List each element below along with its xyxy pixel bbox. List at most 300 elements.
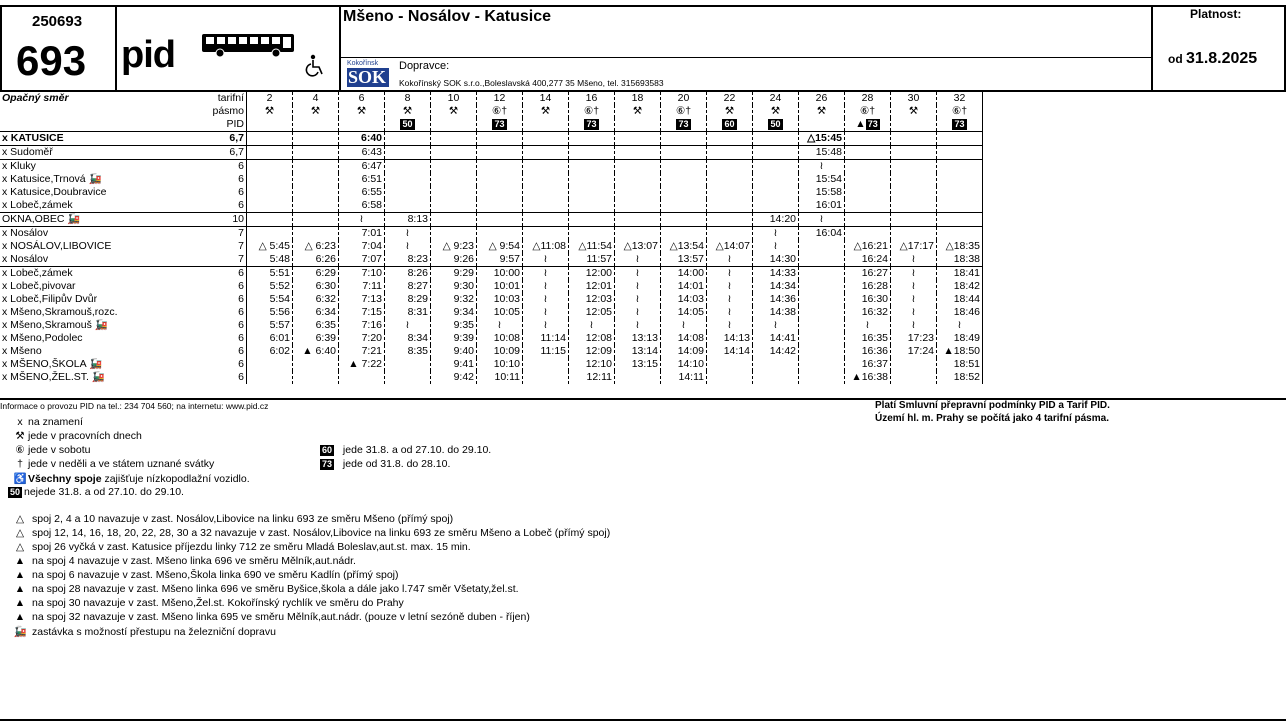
badge: 73 xyxy=(322,459,333,469)
time-cell: 18:52 xyxy=(937,371,983,384)
trip-head: 30 xyxy=(891,92,937,105)
time-cell xyxy=(247,199,293,213)
time-cell xyxy=(615,371,661,384)
time-cell: ≀ xyxy=(385,319,431,332)
time-cell: ≀ xyxy=(523,267,569,281)
table-row xyxy=(0,253,983,267)
time-cell: 5:54 xyxy=(247,293,293,306)
zone-cell: 7 xyxy=(200,240,247,253)
legend-symbol xyxy=(8,486,24,498)
time-cell: 12:11 xyxy=(569,371,615,384)
zone-cell: 6 xyxy=(200,267,247,281)
time-cell xyxy=(937,173,983,186)
time-cell: 16:30 xyxy=(845,293,891,306)
time-cell xyxy=(707,358,753,371)
zone-cell: 6 xyxy=(200,280,247,293)
trip-head: 26 xyxy=(799,92,845,105)
legend-text: zajišťuje nízkopodlažní vozidlo. xyxy=(101,473,250,485)
table-row xyxy=(0,280,983,293)
stop-name: x Sudoměř xyxy=(0,146,200,160)
time-cell xyxy=(845,132,891,146)
time-cell xyxy=(385,160,431,174)
time-cell: 8:27 xyxy=(385,280,431,293)
trip-head xyxy=(661,118,707,132)
zone-head: tarifní xyxy=(200,92,247,105)
time-cell: △ 9:23 xyxy=(431,240,477,253)
time-cell: 14:11 xyxy=(661,371,707,384)
time-cell: ▲ 6:40 xyxy=(293,345,339,358)
time-cell xyxy=(799,319,845,332)
time-cell: 9:42 xyxy=(431,371,477,384)
time-cell: 14:30 xyxy=(753,253,799,267)
time-cell: 8:13 xyxy=(385,213,431,227)
trip-badge: 73 xyxy=(678,119,689,129)
direction-cell xyxy=(0,105,200,118)
time-cell xyxy=(385,199,431,213)
time-cell: 6:02 xyxy=(247,345,293,358)
time-cell: 8:29 xyxy=(385,293,431,306)
time-cell: 16:35 xyxy=(845,332,891,345)
note-item xyxy=(12,555,356,567)
trip-head: 32 xyxy=(937,92,983,105)
time-cell: 12:10 xyxy=(569,358,615,371)
time-cell xyxy=(431,160,477,174)
time-cell: 14:34 xyxy=(753,280,799,293)
note-item xyxy=(12,513,453,525)
time-cell xyxy=(845,227,891,241)
trip-head: 8 xyxy=(385,92,431,105)
trip-head xyxy=(707,118,753,132)
time-cell xyxy=(431,173,477,186)
trip-head: 24 xyxy=(753,92,799,105)
time-cell: 16:28 xyxy=(845,280,891,293)
time-cell xyxy=(661,199,707,213)
header-row xyxy=(0,105,983,118)
legend-symbol: ♿ xyxy=(13,473,27,485)
time-cell: ≀ xyxy=(799,160,845,174)
time-cell xyxy=(707,146,753,160)
time-cell xyxy=(799,240,845,253)
trip-head: ⑥† xyxy=(477,105,523,118)
time-cell xyxy=(385,186,431,199)
time-cell: 6:34 xyxy=(293,306,339,319)
time-cell xyxy=(661,186,707,199)
table-row xyxy=(0,173,983,186)
time-cell xyxy=(799,371,845,384)
trip-head xyxy=(247,118,293,132)
time-cell: 9:39 xyxy=(431,332,477,345)
time-cell: 12:00 xyxy=(569,267,615,281)
triangle-icon: ▲ xyxy=(14,597,26,609)
time-cell: 18:38 xyxy=(937,253,983,267)
trip-badge: 73 xyxy=(867,119,878,129)
time-cell: 13:57 xyxy=(661,253,707,267)
legend-item xyxy=(12,430,142,442)
time-cell: ≀ xyxy=(891,306,937,319)
legend-item xyxy=(320,444,491,456)
trip-head: 18 xyxy=(615,92,661,105)
time-cell: 10:09 xyxy=(477,345,523,358)
divider xyxy=(1151,5,1153,92)
stop-name: x Lobeč,Filipův Dvůr xyxy=(2,293,98,305)
time-cell xyxy=(753,173,799,186)
trip-head: ⚒ xyxy=(891,105,937,118)
table-row xyxy=(0,240,983,253)
time-cell: 14:41 xyxy=(753,332,799,345)
time-cell: △13:54 xyxy=(661,240,707,253)
stop-name: x Mšeno xyxy=(2,345,42,357)
table-row xyxy=(0,358,983,371)
time-cell xyxy=(937,132,983,146)
train-icon: 🚂 xyxy=(13,626,27,638)
time-cell: 14:33 xyxy=(753,267,799,281)
trip-head xyxy=(937,118,983,132)
legend-text: jede 31.8. a od 27.10. do 29.10. xyxy=(340,444,492,456)
time-cell xyxy=(845,186,891,199)
trip-head: ⚒ xyxy=(293,105,339,118)
time-cell xyxy=(799,280,845,293)
time-cell xyxy=(431,227,477,241)
time-cell xyxy=(385,358,431,371)
time-cell xyxy=(523,371,569,384)
trip-badge: 50 xyxy=(402,119,413,129)
time-cell: 5:57 xyxy=(247,319,293,332)
time-cell: 14:20 xyxy=(753,213,799,227)
time-cell xyxy=(661,132,707,146)
time-cell: 6:55 xyxy=(339,186,385,199)
time-cell xyxy=(431,186,477,199)
time-cell: 8:31 xyxy=(385,306,431,319)
trip-head: ⚒ xyxy=(707,105,753,118)
header-row xyxy=(0,118,983,132)
trip-head xyxy=(523,118,569,132)
time-cell xyxy=(247,146,293,160)
time-cell: 9:35 xyxy=(431,319,477,332)
operator-text: Kokořínský SOK s.r.o.,Boleslavská 400,277 35 Mšeno, tel. 315693583 xyxy=(399,78,664,88)
time-cell xyxy=(477,213,523,227)
time-cell: 6:39 xyxy=(293,332,339,345)
time-cell: 5:52 xyxy=(247,280,293,293)
time-cell xyxy=(799,358,845,371)
time-cell: 6:51 xyxy=(339,173,385,186)
time-cell xyxy=(247,213,293,227)
time-cell: 17:24 xyxy=(891,345,937,358)
time-cell: △15:45 xyxy=(799,132,845,146)
stop-name: x Lobeč,zámek xyxy=(0,267,200,281)
bus-icon xyxy=(200,32,296,58)
time-cell: 18:42 xyxy=(937,280,983,293)
time-cell: 10:01 xyxy=(477,280,523,293)
time-cell xyxy=(661,160,707,174)
trip-head: ⚒ xyxy=(799,105,845,118)
time-cell: 10:10 xyxy=(477,358,523,371)
table-row xyxy=(0,227,983,241)
stop-name: x Nosálov xyxy=(0,227,200,241)
table-row xyxy=(0,160,983,174)
time-cell xyxy=(523,358,569,371)
operator-label: Dopravce: xyxy=(399,60,450,72)
time-cell: 8:26 xyxy=(385,267,431,281)
trip-head: 4 xyxy=(293,92,339,105)
time-cell: 15:58 xyxy=(799,186,845,199)
time-cell: 7:16 xyxy=(339,319,385,332)
note-item xyxy=(12,625,276,638)
note-text: na spoj 4 navazuje v zast. Mšeno linka 696 ve směru Mělník,aut.nádr. xyxy=(32,555,356,567)
trip-head xyxy=(477,118,523,132)
time-cell: ≀ xyxy=(937,319,983,332)
table-row xyxy=(0,319,983,332)
zone-head: PID xyxy=(200,118,247,132)
time-cell: 6:30 xyxy=(293,280,339,293)
time-cell xyxy=(753,371,799,384)
time-cell xyxy=(247,160,293,174)
time-cell xyxy=(891,173,937,186)
trip-head xyxy=(293,118,339,132)
trip-head: ⚒ xyxy=(385,105,431,118)
zone-cell: 6 xyxy=(200,319,247,332)
legend-symbol: ⚒ xyxy=(15,430,25,442)
note-text: spoj 12, 14, 16, 18, 20, 22, 28, 30 a 32 navazuje v zast. Nosálov,Libovice na linku 693 ze směru Mšeno a Lobeč (přímý spoj) xyxy=(32,527,611,539)
time-cell: ≀ xyxy=(845,319,891,332)
trip-badge: 50 xyxy=(770,119,781,129)
legend-item xyxy=(8,486,184,498)
divider xyxy=(339,57,1151,58)
triangle-icon: △ xyxy=(15,541,25,553)
time-cell xyxy=(753,199,799,213)
time-cell: △16:21 xyxy=(845,240,891,253)
time-cell xyxy=(891,146,937,160)
time-cell: ≀ xyxy=(891,267,937,281)
triangle-icon: ▲ xyxy=(14,555,26,567)
legend-symbol: † xyxy=(17,458,23,470)
time-cell xyxy=(615,132,661,146)
time-cell: 6:29 xyxy=(293,267,339,281)
time-cell: 14:08 xyxy=(661,332,707,345)
line-number: 693 xyxy=(16,37,87,84)
trip-badge: 73 xyxy=(494,119,505,129)
time-cell: △13:07 xyxy=(615,240,661,253)
note-text: spoj 26 vyčká v zast. Katusice příjezdu linky 712 ze směru Mladá Boleslav,aut.st. max. 15 min. xyxy=(32,541,471,553)
time-cell: 18:44 xyxy=(937,293,983,306)
conditions-1: Platí Smluvní přepravní podmínky PID a Tarif PID. xyxy=(875,400,1110,411)
time-cell: ≀ xyxy=(523,280,569,293)
stop-name: OKNA,OBEC 🚂 xyxy=(0,213,200,227)
pid-logo: pid xyxy=(121,34,175,76)
time-cell: 11:15 xyxy=(523,345,569,358)
time-cell: ≀ xyxy=(799,213,845,227)
time-cell xyxy=(247,227,293,241)
operator-logo: Kokořínsk SOK xyxy=(347,60,389,88)
zone-cell: 6 xyxy=(200,173,247,186)
time-cell xyxy=(293,227,339,241)
time-cell xyxy=(477,132,523,146)
time-cell xyxy=(615,199,661,213)
stop-name: x Katusice,Trnová 🚂 xyxy=(2,173,102,185)
time-cell xyxy=(753,146,799,160)
time-cell xyxy=(615,227,661,241)
time-cell: 14:01 xyxy=(661,280,707,293)
time-cell xyxy=(891,199,937,213)
trip-head xyxy=(799,118,845,132)
time-cell xyxy=(569,213,615,227)
time-cell xyxy=(477,160,523,174)
legend-text-bold: Všechny spoje xyxy=(28,473,102,485)
table-row xyxy=(0,199,983,213)
time-cell: 9:30 xyxy=(431,280,477,293)
time-cell: 7:10 xyxy=(339,267,385,281)
legend-symbol: x xyxy=(17,416,23,428)
trip-head: ⚒ xyxy=(247,105,293,118)
time-cell: ≀ xyxy=(385,227,431,241)
time-cell: △11:08 xyxy=(523,240,569,253)
table-row xyxy=(0,267,983,281)
time-cell xyxy=(569,227,615,241)
trip-head: 2 xyxy=(247,92,293,105)
time-cell xyxy=(937,160,983,174)
time-cell: 15:48 xyxy=(799,146,845,160)
time-cell xyxy=(845,173,891,186)
time-cell xyxy=(753,358,799,371)
time-cell: 7:20 xyxy=(339,332,385,345)
time-cell xyxy=(247,186,293,199)
zone-cell: 7 xyxy=(200,227,247,241)
time-cell xyxy=(799,345,845,358)
time-cell: 14:09 xyxy=(661,345,707,358)
stop-name: x Kluky xyxy=(0,160,200,174)
time-cell: ≀ xyxy=(615,280,661,293)
time-cell: 14:38 xyxy=(753,306,799,319)
conditions-2: Území hl. m. Prahy se počítá jako 4 tarifní pásma. xyxy=(875,413,1109,424)
time-cell: ≀ xyxy=(707,280,753,293)
time-cell xyxy=(569,173,615,186)
time-cell xyxy=(523,160,569,174)
time-cell: 12:09 xyxy=(569,345,615,358)
time-cell: 8:35 xyxy=(385,345,431,358)
time-cell: ≀ xyxy=(339,213,385,227)
legend-text: jede v neděli a ve státem uznané svátky xyxy=(28,458,215,470)
time-cell: 6:32 xyxy=(293,293,339,306)
time-cell: 16:32 xyxy=(845,306,891,319)
trip-head: ⑥† xyxy=(569,105,615,118)
time-cell: 5:48 xyxy=(247,253,293,267)
time-cell xyxy=(615,213,661,227)
trip-head: 22 xyxy=(707,92,753,105)
time-cell xyxy=(615,173,661,186)
zone-cell: 6 xyxy=(200,332,247,345)
trip-head xyxy=(339,118,385,132)
time-cell xyxy=(845,199,891,213)
time-cell: 14:14 xyxy=(707,345,753,358)
note-text: spoj 2, 4 a 10 navazuje v zast. Nosálov,Libovice na linku 693 ze směru Mšeno (přímý spoj) xyxy=(32,513,454,525)
triangle-icon: △ xyxy=(15,527,25,539)
trip-head: ⑥† xyxy=(661,105,707,118)
time-cell: 18:46 xyxy=(937,306,983,319)
validity-label: Platnost: xyxy=(1190,7,1242,21)
time-cell: 13:15 xyxy=(615,358,661,371)
time-cell xyxy=(293,358,339,371)
time-cell: 5:56 xyxy=(247,306,293,319)
time-cell: 18:41 xyxy=(937,267,983,281)
stop-name: x NOSÁLOV,LIBOVICE xyxy=(2,240,112,252)
table-row xyxy=(0,146,983,160)
time-cell: 10:05 xyxy=(477,306,523,319)
time-cell xyxy=(385,132,431,146)
time-cell: ≀ xyxy=(753,227,799,241)
legend-text: nejede 31.8. a od 27.10. do 29.10. xyxy=(24,486,184,498)
time-cell xyxy=(431,132,477,146)
note-text: na spoj 6 navazuje v zast. Mšeno,Škola linka 690 ve směru Kadlín (přímý spoj) xyxy=(32,569,399,581)
time-cell: 13:14 xyxy=(615,345,661,358)
time-cell xyxy=(799,332,845,345)
time-cell: ≀ xyxy=(753,240,799,253)
trip-head xyxy=(891,118,937,132)
time-cell: 16:27 xyxy=(845,267,891,281)
direction-cell: Opačný směr xyxy=(2,92,69,104)
validity-from: od 31.8.2025 xyxy=(1168,50,1258,67)
time-cell xyxy=(891,371,937,384)
note-item xyxy=(12,541,471,553)
time-cell xyxy=(247,371,293,384)
badge: 50 xyxy=(10,487,21,497)
time-cell xyxy=(569,160,615,174)
time-cell xyxy=(707,227,753,241)
time-cell xyxy=(891,186,937,199)
time-cell xyxy=(937,199,983,213)
zone-cell: 6 xyxy=(200,371,247,384)
time-cell xyxy=(569,199,615,213)
timetable xyxy=(0,92,983,384)
legend-text: jede od 31.8. do 28.10. xyxy=(340,458,451,470)
time-cell: ≀ xyxy=(523,253,569,267)
time-cell: ≀ xyxy=(891,293,937,306)
trip-head xyxy=(569,118,615,132)
stop-name: x Mšeno,Skramouš 🚂 xyxy=(2,319,108,331)
trip-badge: 73 xyxy=(954,119,965,129)
time-cell: 14:13 xyxy=(707,332,753,345)
time-cell: 6:26 xyxy=(293,253,339,267)
time-cell: 18:51 xyxy=(937,358,983,371)
time-cell xyxy=(385,371,431,384)
time-cell: ≀ xyxy=(477,319,523,332)
time-cell xyxy=(937,213,983,227)
time-cell: 6:43 xyxy=(339,146,385,160)
table-row xyxy=(0,213,983,227)
time-cell xyxy=(431,199,477,213)
trip-head: 12 xyxy=(477,92,523,105)
time-cell: ≀ xyxy=(891,280,937,293)
time-cell: ≀ xyxy=(707,253,753,267)
table-row xyxy=(0,293,983,306)
time-cell xyxy=(845,213,891,227)
time-cell xyxy=(799,293,845,306)
table-row xyxy=(0,306,983,319)
time-cell: 16:36 xyxy=(845,345,891,358)
zone-cell: 7 xyxy=(200,253,247,267)
trip-head: ⚒ xyxy=(753,105,799,118)
time-cell xyxy=(293,371,339,384)
time-cell: 11:57 xyxy=(569,253,615,267)
zone-head: pásmo xyxy=(200,105,247,118)
time-cell xyxy=(385,173,431,186)
time-cell xyxy=(293,199,339,213)
triangle-icon: ▲ xyxy=(14,611,26,623)
time-cell xyxy=(293,173,339,186)
legend-symbol: ⑥ xyxy=(15,444,25,456)
time-cell: 6:40 xyxy=(339,132,385,146)
time-cell xyxy=(937,146,983,160)
time-cell xyxy=(293,132,339,146)
time-cell xyxy=(339,371,385,384)
